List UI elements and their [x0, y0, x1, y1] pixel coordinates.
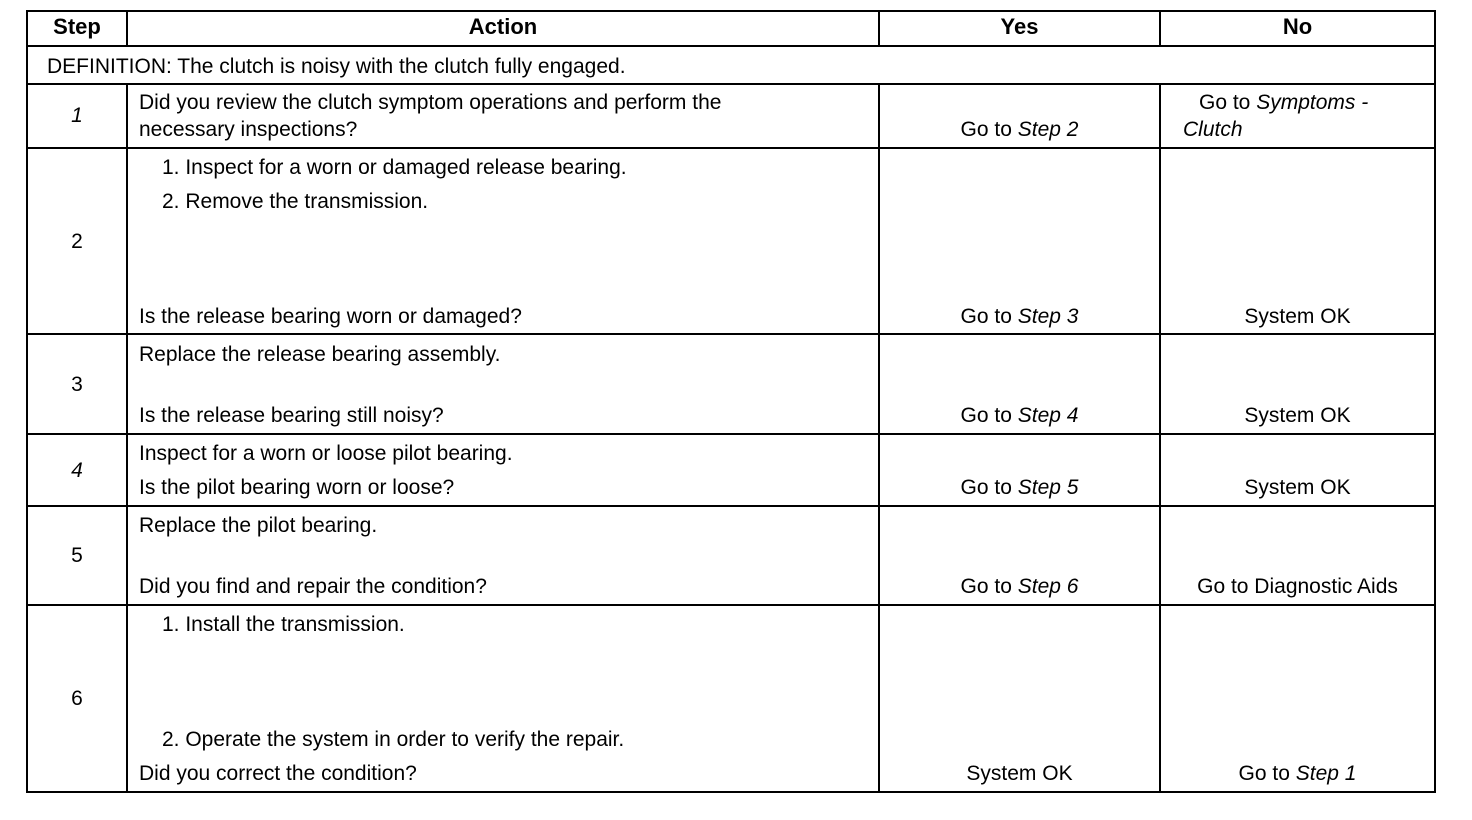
action-question: Is the pilot bearing worn or loose?: [139, 476, 455, 499]
no-cell: System OK: [1244, 404, 1351, 427]
action-text: 1. Install the transmission.: [162, 613, 405, 636]
step-number: 5: [71, 544, 83, 567]
table-border-right: [1434, 10, 1436, 793]
row-rule: [26, 333, 1436, 335]
action-question: Is the release bearing still noisy?: [139, 404, 444, 427]
step-number: 6: [71, 687, 83, 710]
yes-cell: Go to Step 5: [960, 476, 1079, 499]
step-number: 4: [71, 459, 83, 482]
no-cell: Go to Step 1: [1238, 762, 1357, 785]
row-rule: [26, 604, 1436, 606]
column-rule: [878, 83, 880, 793]
step-number: 2: [71, 230, 83, 253]
header-action: Action: [468, 14, 538, 39]
header-step: Step: [53, 14, 101, 39]
action-text: 2. Operate the system in order to verify the repair.: [162, 728, 625, 751]
action-text: necessary inspections?: [139, 118, 358, 141]
no-cell: System OK: [1244, 476, 1351, 499]
table-border-top: [26, 10, 1436, 12]
step-number: 3: [71, 373, 83, 396]
action-text: Inspect for a worn or loose pilot bearing.: [139, 442, 513, 465]
yes-cell: Go to Step 2: [960, 118, 1079, 141]
action-question: Did you correct the condition?: [139, 762, 417, 785]
action-text: Replace the pilot bearing.: [139, 514, 378, 537]
action-text: Replace the release bearing assembly.: [139, 343, 501, 366]
header-yes: Yes: [1000, 14, 1039, 39]
definition-rule: [26, 83, 1436, 85]
header-rule: [26, 45, 1436, 47]
step-number: 1: [71, 104, 83, 127]
action-question: Is the release bearing worn or damaged?: [139, 305, 522, 328]
row-rule: [26, 147, 1436, 149]
diagnostic-table: [26, 10, 1436, 793]
no-cell-continued: Clutch: [1183, 118, 1243, 141]
no-cell: Go to Diagnostic Aids: [1197, 575, 1398, 598]
row-rule: [26, 505, 1436, 507]
yes-cell: Go to Step 3: [960, 305, 1079, 328]
action-text: Did you review the clutch symptom operations and perform the: [139, 91, 722, 114]
yes-cell: Go to Step 6: [960, 575, 1079, 598]
yes-cell: System OK: [966, 762, 1073, 785]
yes-cell: Go to Step 4: [960, 404, 1079, 427]
action-text: 1. Inspect for a worn or damaged release bearing.: [162, 156, 627, 179]
definition-text: DEFINITION: The clutch is noisy with the clutch fully engaged.: [47, 55, 626, 78]
action-text: 2. Remove the transmission.: [162, 190, 429, 213]
row-rule: [26, 433, 1436, 435]
no-cell: System OK: [1244, 305, 1351, 328]
column-rule: [1159, 83, 1161, 793]
header-no: No: [1282, 14, 1313, 39]
action-question: Did you find and repair the condition?: [139, 575, 487, 598]
column-rule: [126, 83, 128, 793]
table-border-bottom: [26, 791, 1436, 793]
no-cell: Go to Symptoms -: [1199, 91, 1369, 114]
